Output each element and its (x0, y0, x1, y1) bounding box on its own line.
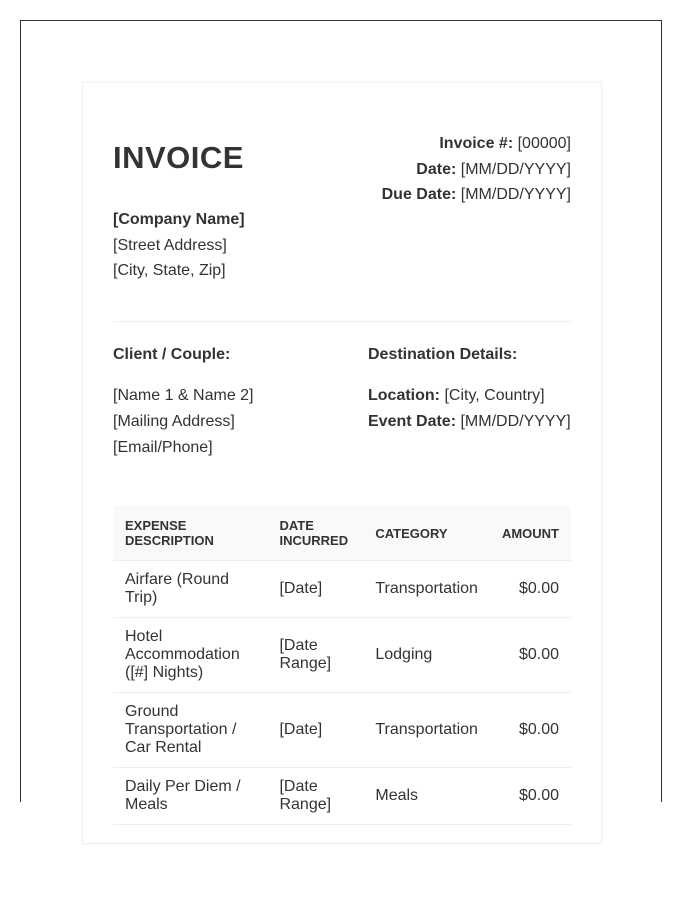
destination-event-line (368, 409, 571, 435)
client-heading: Client / Couple: (113, 346, 231, 363)
destination-heading: Destination Details: (368, 346, 518, 363)
row-amount: $0.00 (490, 561, 571, 618)
destination-location-line (368, 383, 571, 409)
row-category: Meals (363, 768, 490, 825)
row-description: Daily Per Diem / Meals (113, 768, 267, 825)
invoice-due-label: Due Date: (381, 186, 457, 203)
row-description: Ground Transportation / Car Rental (113, 693, 267, 768)
row-amount: $0.00 (490, 693, 571, 768)
document-frame (20, 20, 662, 813)
company-block (113, 207, 245, 284)
header-date: DATE INCURRED (267, 506, 363, 561)
invoice-title: INVOICE (113, 140, 244, 175)
invoice-meta (382, 131, 571, 208)
invoice-number-line (382, 131, 571, 157)
invoice-date-label: Date: (416, 160, 457, 178)
destination-block (368, 383, 571, 435)
expense-table (113, 506, 571, 825)
row-date: [Date] (267, 693, 363, 768)
table-row (113, 618, 571, 693)
row-date: [Date Range] (267, 768, 363, 825)
table-header-row (113, 506, 571, 561)
table-row (113, 693, 571, 768)
row-date: [Date] (267, 561, 363, 618)
destination-location-value: [City, Country] (444, 387, 545, 404)
row-category: Transportation (363, 693, 490, 768)
company-city: [City, State, Zip] (113, 262, 226, 279)
row-description: Airfare (Round Trip) (113, 561, 267, 618)
table-row (113, 561, 571, 618)
invoice-date-line (382, 157, 571, 183)
header-description: EXPENSE DESCRIPTION (113, 506, 267, 561)
company-name: [Company Name] (113, 211, 245, 228)
client-names: [Name 1 & Name 2] (113, 387, 254, 404)
header-category: CATEGORY (363, 506, 490, 561)
row-category: Lodging (363, 618, 490, 693)
row-date: [Date Range] (267, 618, 363, 693)
invoice-paper (82, 82, 602, 844)
company-street: [Street Address] (113, 236, 227, 254)
table-row (113, 768, 571, 825)
invoice-due-value: [MM/DD/YYYY] (460, 186, 571, 203)
destination-event-value: [MM/DD/YYYY] (460, 413, 571, 430)
client-address: [Mailing Address] (113, 413, 235, 430)
section-divider (113, 321, 571, 322)
row-description: Hotel Accommodation ([#] Nights) (113, 618, 267, 693)
client-block (113, 383, 254, 461)
row-category: Transportation (363, 561, 490, 618)
destination-event-label: Event Date: (368, 413, 457, 430)
row-amount: $0.00 (490, 618, 571, 693)
invoice-number-value: [00000] (517, 135, 571, 152)
destination-location-label: Location: (368, 387, 440, 404)
client-contact: [Email/Phone] (113, 439, 213, 456)
invoice-date-value: [MM/DD/YYYY] (460, 160, 571, 178)
header-amount: AMOUNT (490, 506, 571, 561)
invoice-due-line (382, 182, 571, 208)
invoice-number-label: Invoice #: (439, 135, 514, 152)
row-amount: $0.00 (490, 768, 571, 825)
